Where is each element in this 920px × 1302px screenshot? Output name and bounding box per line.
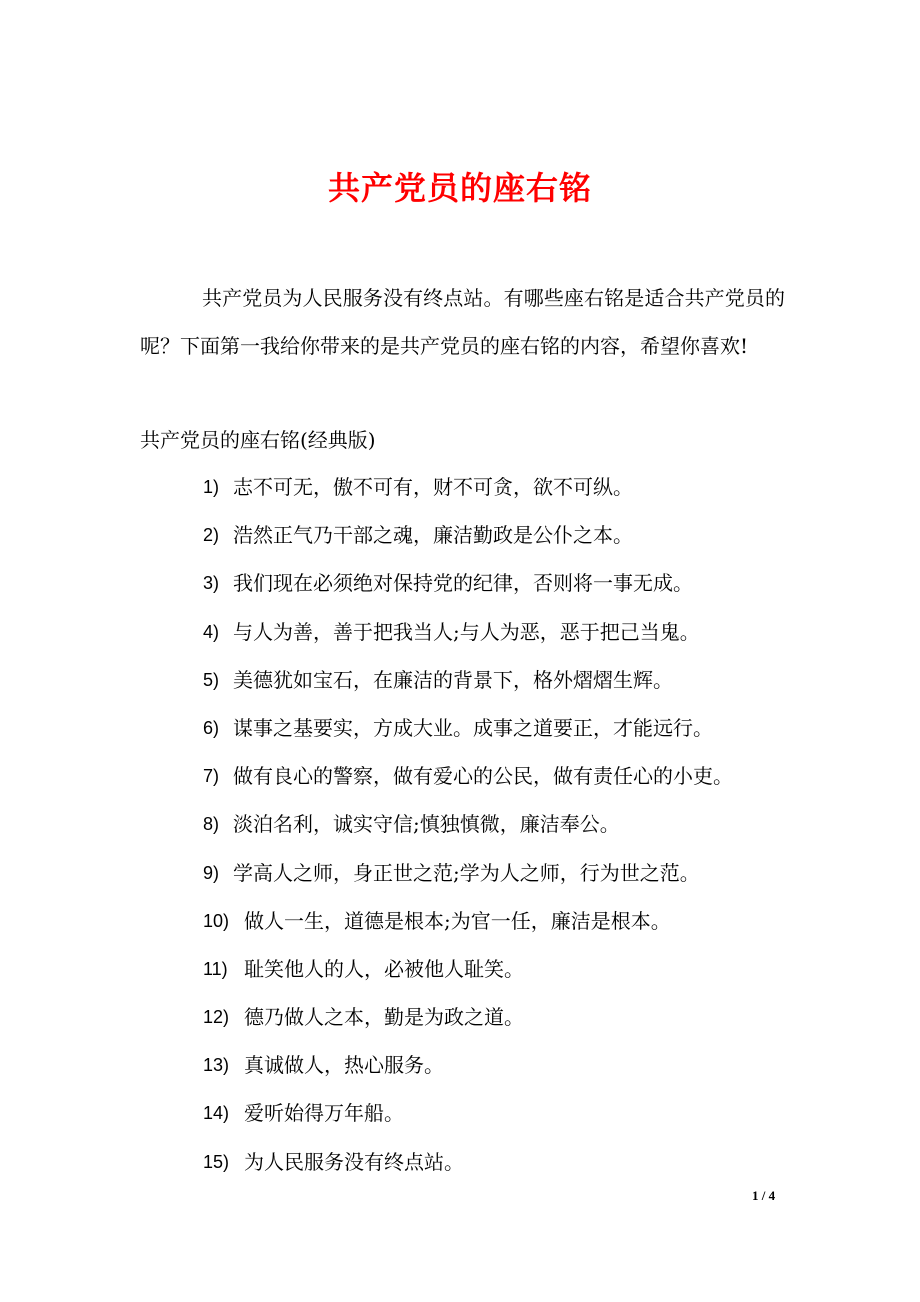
list-item-text: 与人为善，善于把我当人;与人为恶，恶于把己当鬼。	[233, 619, 700, 644]
list-item-text: 学高人之师，身正世之范;学为人之师，行为世之范。	[233, 860, 700, 885]
list-item-number: 3)	[203, 573, 220, 594]
list-item-text: 德乃做人之本，勤是为政之道。	[244, 1005, 524, 1030]
list-item-text: 美德犹如宝石，在廉洁的背景下，格外熠熠生辉。	[233, 667, 673, 692]
list-item-number: 15)	[203, 1151, 230, 1172]
list-item-number: 6)	[203, 717, 220, 738]
list-item-number: 13)	[203, 1055, 230, 1076]
page-title: 共产党员的座右铭	[327, 169, 592, 208]
list-item-number: 2)	[203, 525, 220, 546]
list-item-text: 为人民服务没有终点站。	[244, 1149, 464, 1174]
list-item	[0, 994, 920, 1042]
list-item	[0, 898, 920, 946]
list-item	[0, 801, 920, 849]
list-item-number: 1)	[203, 477, 220, 497]
list-item	[0, 946, 920, 994]
list-item-number: 12)	[203, 1007, 230, 1028]
list-item-number: 5)	[203, 669, 220, 690]
motto-list	[0, 464, 920, 1187]
list-item	[0, 512, 920, 560]
section-heading: 共产党员的座右铭(经典版)	[140, 428, 376, 452]
list-item-number: 7)	[203, 766, 220, 787]
list-item-text: 志不可无，傲不可有，财不可贪，欲不可纵。	[233, 475, 633, 499]
list-item-number: 11)	[203, 958, 228, 979]
list-item	[0, 753, 920, 801]
list-item-number: 10)	[203, 910, 230, 931]
list-item	[0, 705, 920, 753]
list-item	[0, 464, 920, 512]
list-item-text: 淡泊名利，诚实守信;慎独慎微，廉洁奉公。	[233, 812, 620, 837]
list-item	[0, 657, 920, 705]
list-item-text: 做人一生，道德是根本;为官一任，廉洁是根本。	[244, 908, 671, 933]
page-number: 1 / 4	[752, 1188, 776, 1203]
intro-paragraph: 共产党员为人民服务没有终点站。有哪些座右铭是适合共产党员的呢？下面第一我给你带来的是共产党员的座右铭的内容，希望你喜欢!	[140, 286, 785, 358]
list-item	[0, 560, 920, 608]
list-item-text: 浩然正气乃干部之魂，廉洁勤政是公仆之本。	[233, 523, 633, 548]
list-item-text: 耻笑他人的人，必被他人耻笑。	[244, 956, 524, 981]
list-item	[0, 1042, 920, 1090]
list-item-text: 谋事之基要实，方成大业。成事之道要正，才能远行。	[233, 715, 713, 740]
list-item-number: 14)	[203, 1103, 230, 1124]
list-item	[0, 609, 920, 657]
list-item	[0, 1139, 920, 1187]
list-item-text: 爱听始得万年船。	[244, 1101, 404, 1126]
list-item-number: 9)	[203, 862, 220, 883]
list-item-text: 我们现在必须绝对保持党的纪律，否则将一事无成。	[233, 571, 693, 596]
list-item-number: 8)	[203, 814, 220, 835]
list-item	[0, 850, 920, 898]
list-item	[0, 1090, 920, 1138]
list-item-text: 做有良心的警察，做有爱心的公民，做有责任心的小吏。	[233, 764, 733, 789]
list-item-number: 4)	[203, 621, 220, 642]
list-item-text: 真诚做人，热心服务。	[244, 1053, 444, 1078]
